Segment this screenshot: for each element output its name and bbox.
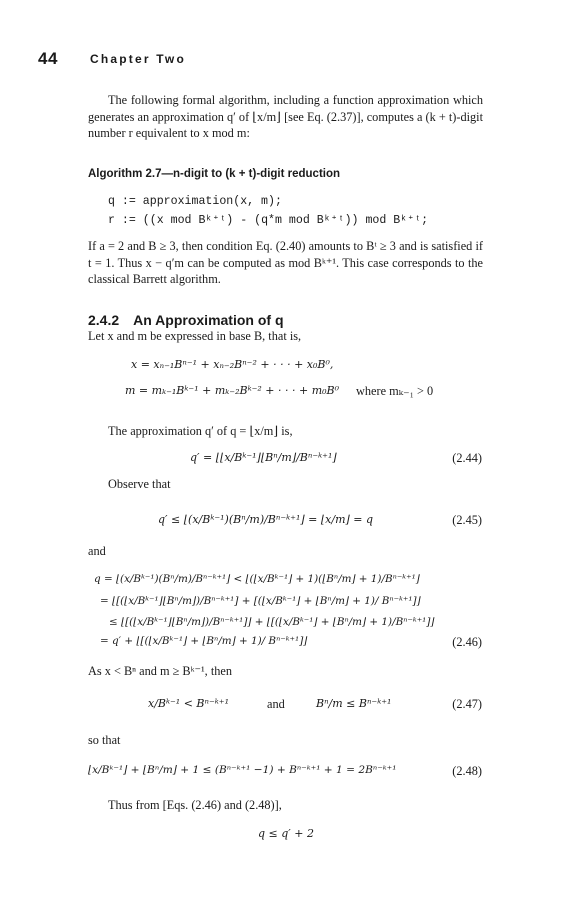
algorithm-title: Algorithm 2.7—n-digit to (k + t)-digit reduction — [88, 168, 341, 180]
equation-2-44-label: (2.44) — [452, 451, 482, 465]
section-heading — [88, 312, 284, 328]
equation-2-44: q′ = ⌊⌊x/Bᵏ⁻¹⌋⌊Bⁿ/m⌋/Bⁿ⁻ᵏ⁺¹⌋ — [190, 451, 337, 464]
equation-2-46-line-1: q = ⌊(x/Bᵏ⁻¹)(Bⁿ/m)/Bⁿ⁻ᵏ⁺¹⌋ < ⌊(⌊x/Bᵏ⁻¹⌋ + 1)(⌊Bⁿ/m⌋ + 1)/Bⁿ⁻ᵏ⁺¹⌋ — [94, 573, 420, 585]
equation-2-45-label: (2.45) — [452, 513, 482, 527]
equation-2-46-label: (2.46) — [452, 635, 482, 649]
equation-2-46-line-2: = ⌊[(⌊x/Bᵏ⁻¹⌋⌊Bⁿ/m⌋)/Bⁿ⁻ᵏ⁺¹] + [(⌊x/Bᵏ⁻¹⌋ + ⌊Bⁿ/m⌋ + 1)/ Bⁿ⁻ᵏ⁺¹]⌋ — [100, 595, 421, 607]
equation-2-48-label: (2.48) — [452, 764, 482, 778]
observe-text: Observe that — [108, 477, 171, 491]
equation-2-47-label: (2.47) — [452, 697, 482, 711]
code-line-1: q := approximation(x, m); — [108, 195, 282, 208]
equation-2-46-line-3: ≤ ⌊[(⌊x/Bᵏ⁻¹⌋⌊Bⁿ/m⌋)/Bⁿ⁻ᵏ⁺¹]⌋ + ⌊[(⌊x/Bᵏ⁻¹⌋ + ⌊Bⁿ/m⌋ + 1)/Bⁿ⁻ᵏ⁺¹]⌋ — [109, 616, 435, 628]
equation-2-46-line-4: = q′ + ⌊[(⌊x/Bᵏ⁻¹⌋ + ⌊Bⁿ/m⌋ + 1)/ Bⁿ⁻ᵏ⁺¹]⌋ — [100, 635, 308, 647]
m-condition: where mₖ₋₁ > 0 — [356, 384, 434, 398]
code-line-2: r := ((x mod Bᵏ⁺ᵗ) - (q*m mod Bᵏ⁺ᵗ)) mod Bᵏ⁺ᵗ; — [108, 214, 429, 227]
x-expansion: x = xₙ₋₁Bⁿ⁻¹ + xₙ₋₂Bⁿ⁻² + · · · + x₀B⁰, — [131, 358, 334, 371]
final-equation: q ≤ q′ + 2 — [258, 827, 314, 840]
and-text: and — [88, 544, 106, 558]
thus-text: Thus from [Eqs. (2.46) and (2.48)], — [108, 798, 282, 812]
m-expansion: m = mₖ₋₁Bᵏ⁻¹ + mₖ₋₂Bᵏ⁻² + · · · + m₀B⁰ — [125, 384, 340, 397]
so-that-text: so that — [88, 733, 121, 747]
equation-2-47-and: and — [267, 697, 285, 711]
page-number: 44 — [38, 49, 58, 68]
section-title: An Approximation of q — [133, 312, 284, 328]
barrett-paragraph: If a = 2 and B ≥ 3, then condition Eq. (2.40) amounts to Bᵗ ≥ 3 and is satisfied if t = 1. Thus x − q′m can be computed as mod Bᵏ⁺¹. This case corresponds to the classical Barrett algorithm. — [88, 239, 483, 286]
approx-text: The approximation q′ of q = ⌊x/m⌋ is, — [108, 424, 293, 438]
as-text: As x < Bⁿ and m ≥ Bᵏ⁻¹, then — [88, 664, 232, 678]
chapter-title: Chapter Two — [90, 52, 186, 66]
intro-paragraph: The following formal algorithm, including a function approximation which generates an approximation q′ of ⌊x/m⌋ [see Eq. (2.37)], computes a (k + t)-digit number r equivalent to x mod m: — [88, 93, 483, 140]
equation-2-47-right: Bⁿ/m ≤ Bⁿ⁻ᵏ⁺¹ — [316, 697, 392, 710]
section-number: 2.4.2 — [88, 312, 120, 328]
equation-2-45: q′ ≤ ⌊(x/Bᵏ⁻¹)(Bⁿ/m)/Bⁿ⁻ᵏ⁺¹⌋ = ⌊x/m⌋ = q — [158, 513, 374, 526]
base-text: Let x and m be expressed in base B, that is, — [88, 329, 302, 343]
equation-2-48: ⌊x/Bᵏ⁻¹⌋ + ⌊Bⁿ/m⌋ + 1 ≤ (Bⁿ⁻ᵏ⁺¹ −1) + Bⁿ⁻ᵏ⁺¹ + 1 = 2Bⁿ⁻ᵏ⁺¹ — [88, 764, 397, 776]
equation-2-47-left: x/Bᵏ⁻¹ < Bⁿ⁻ᵏ⁺¹ — [148, 697, 230, 710]
